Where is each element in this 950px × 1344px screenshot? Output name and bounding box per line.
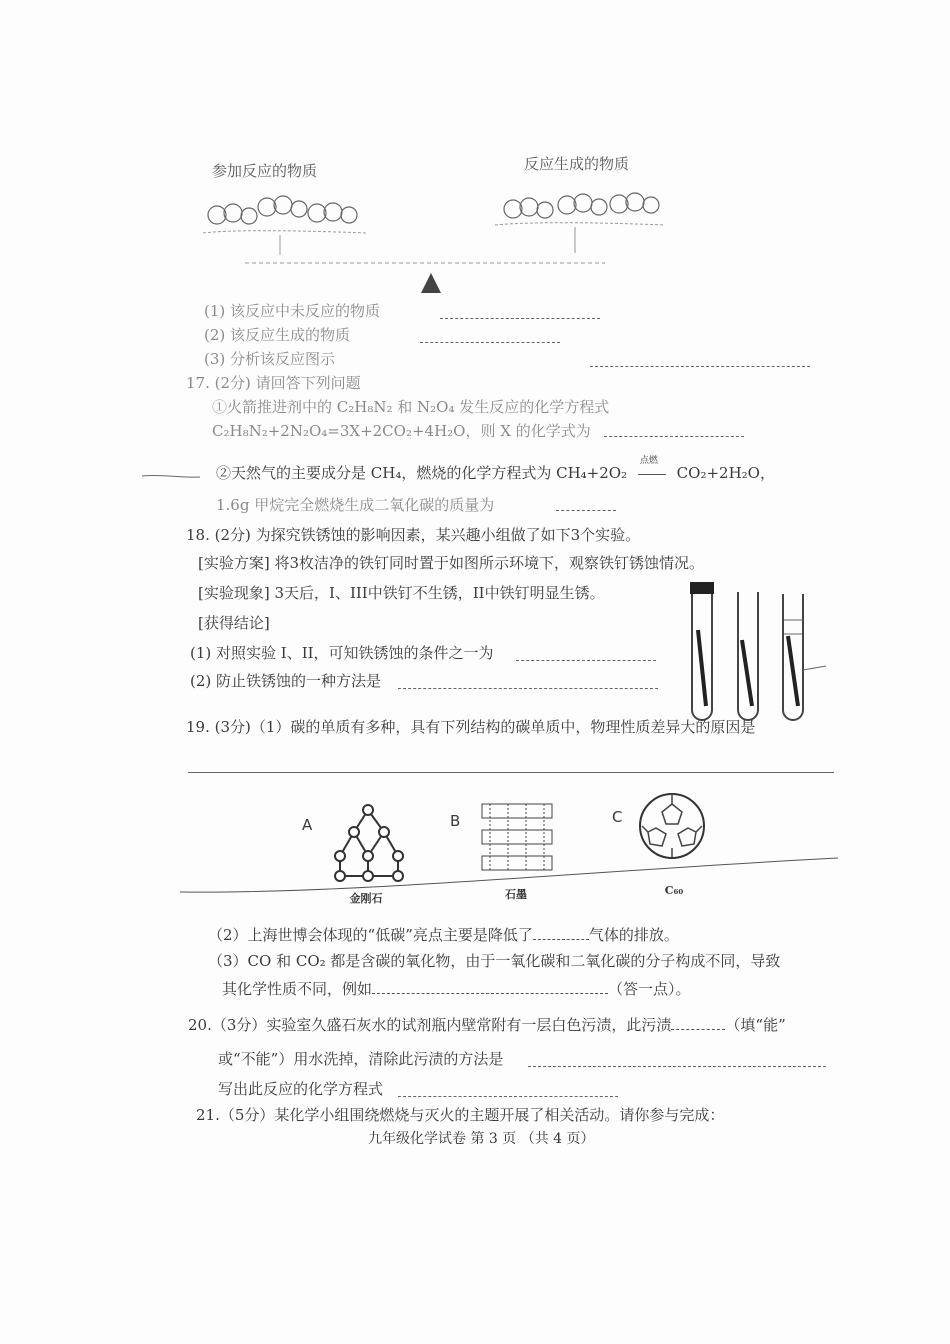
stray-mark bbox=[142, 472, 202, 482]
q16-line3: (3) 分析该反应图示 bbox=[204, 350, 336, 368]
structure-label-a: A bbox=[302, 816, 313, 834]
answer-blank bbox=[398, 688, 658, 689]
q17-line3: ②天然气的主要成分是 CH₄，燃烧的化学方程式为 CH₄+2O₂ 点燃 CO₂+2H₂O， bbox=[216, 462, 775, 484]
answer-blank bbox=[604, 436, 744, 437]
q16-line1: (1) 该反应中未反应的物质 bbox=[204, 302, 381, 320]
q19-sub3-a: （3）CO 和 CO₂ 都是含碳的氧化物，由于一氧化碳和二氧化碳的分子构成不同，导致 bbox=[208, 952, 781, 970]
q18-plan: [实验方案] 将3枚洁净的铁钉同时置于如图所示环境下，观察铁钉锈蚀情况。 bbox=[198, 554, 705, 572]
products-label: 反应生成的物质 bbox=[524, 155, 630, 173]
q18-header: 18. (2分) 为探究铁锈蚀的影响因素，某兴趣小组做了如下3个实验。 bbox=[186, 526, 641, 544]
q21-header: 21.（5分）某化学小组围绕燃烧与灭火的主题开展了相关活动。请你参与完成： bbox=[196, 1106, 725, 1124]
structure-label-c: C bbox=[612, 808, 623, 826]
answer-blank bbox=[398, 1096, 618, 1097]
q20-line2: 或“不能”）用水洗掉，清除此污渍的方法是 bbox=[218, 1050, 504, 1068]
caption-graphite: 石墨 bbox=[505, 888, 527, 901]
structure-label-b: B bbox=[450, 812, 461, 830]
equals-arrow bbox=[638, 474, 666, 475]
answer-blank bbox=[372, 993, 608, 994]
q18-conclusion: [获得结论] bbox=[198, 614, 270, 632]
caption-diamond: 金刚石 bbox=[349, 892, 383, 905]
answer-blank bbox=[420, 342, 560, 343]
answer-blank bbox=[440, 318, 600, 319]
reaction-condition: 点燃 bbox=[639, 456, 658, 466]
answer-blank bbox=[516, 660, 656, 661]
q18-sub1: (1) 对照实验 I、II，可知铁锈蚀的条件之一为 bbox=[190, 644, 494, 662]
answer-line bbox=[188, 772, 834, 773]
q17-line4: 1.6g 甲烷完全燃烧生成二氧化碳的质量为 bbox=[216, 496, 495, 514]
answer-blank bbox=[671, 1029, 725, 1030]
q20-line3: 写出此反应的化学方程式 bbox=[218, 1080, 384, 1098]
q16-line2: (2) 该反应生成的物质 bbox=[204, 326, 351, 344]
test-tubes-figure bbox=[680, 580, 830, 730]
reaction-balance-diagram bbox=[195, 185, 675, 305]
q20-header: 20.（3分）实验室久盛石灰水的试剂瓶内壁常附有一层白色污渍，此污渍 （填“能” bbox=[188, 1016, 786, 1034]
caption-c60: C₆₀ bbox=[664, 884, 684, 897]
page-footer: 九年级化学试卷 第 3 页 （共 4 页） bbox=[368, 1131, 595, 1147]
q17-header: 17. (2分) 请回答下列问题 bbox=[186, 374, 361, 392]
q18-sub2: (2) 防止铁锈蚀的一种方法是 bbox=[190, 672, 382, 690]
q19-sub2: （2）上海世博会体现的“低碳”亮点主要是降低了 气体的排放。 bbox=[208, 926, 679, 944]
q19-sub3-b: 其化学性质不同，例如 （答一点）。 bbox=[222, 980, 691, 998]
answer-blank bbox=[528, 1066, 826, 1067]
answer-blank bbox=[556, 510, 616, 511]
q18-phenomenon: [实验现象] 3天后，I、III中铁钉不生锈，II中铁钉明显生锈。 bbox=[198, 584, 605, 602]
reactants-label: 参加反应的物质 bbox=[212, 162, 318, 180]
q17-line1: ①火箭推进剂中的 C₂H₈N₂ 和 N₂O₄ 发生反应的化学方程式 bbox=[212, 398, 610, 416]
q17-line2: C₂H₈N₂+2N₂O₄=3X+2CO₂+4H₂O，则 X 的化学式为 bbox=[212, 422, 591, 440]
answer-blank bbox=[590, 366, 810, 367]
q19-header: 19. (3分)（1）碳的单质有多种，具有下列结构的碳单质中，物理性质差异大的原因是 bbox=[186, 718, 756, 736]
answer-blank bbox=[533, 939, 589, 940]
